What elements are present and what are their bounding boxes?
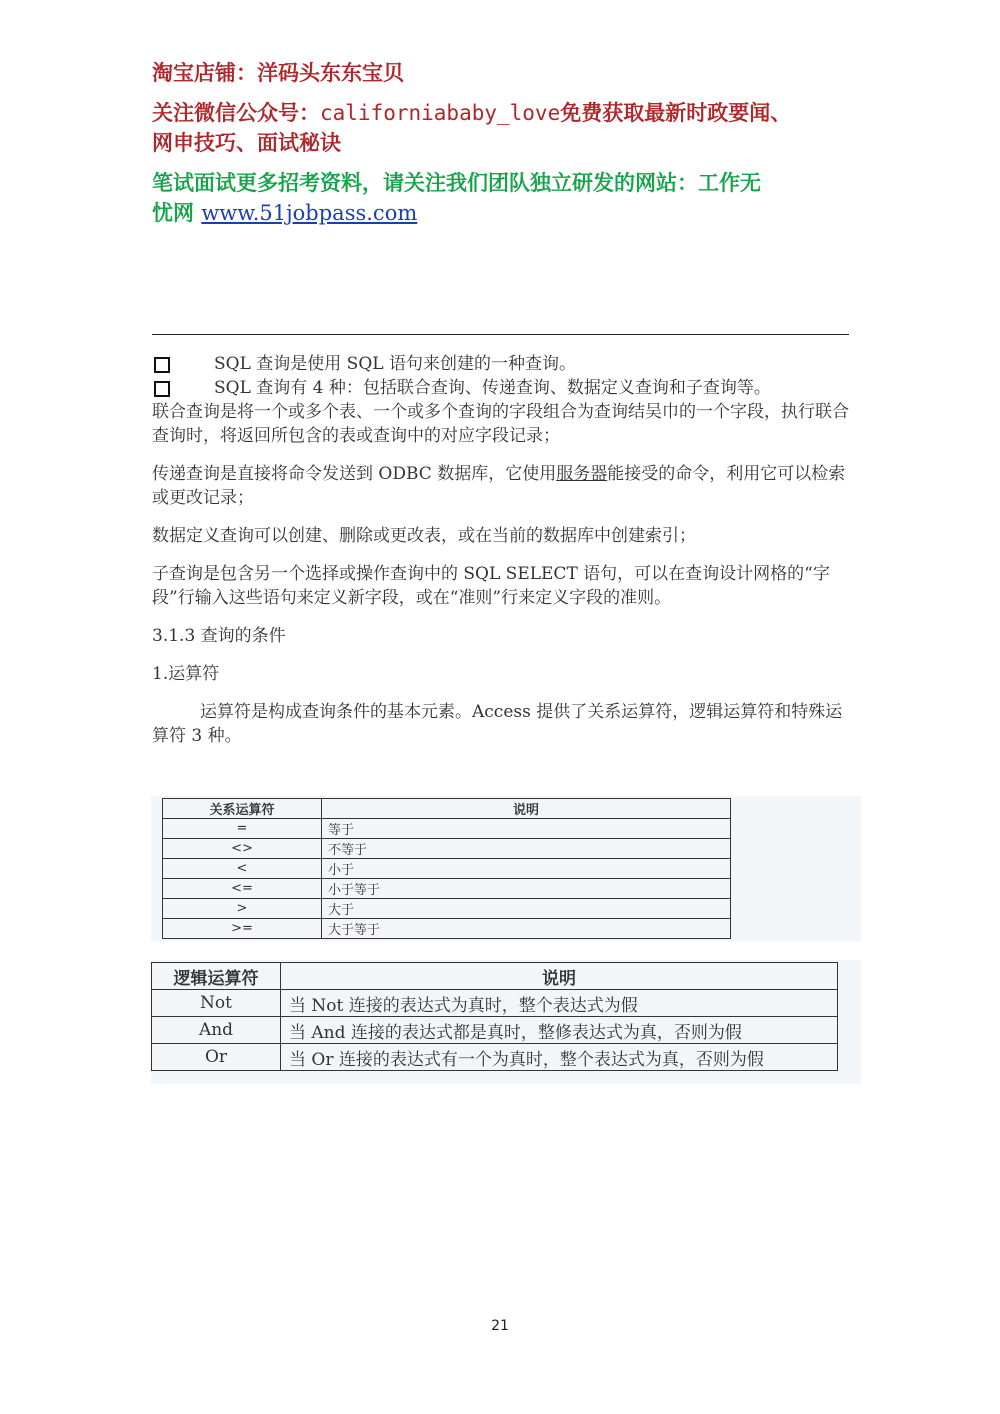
table-row [152,1044,838,1071]
description-cell: 小于 [322,859,731,879]
operator-cell: < [163,859,322,879]
wechat-account: californiababy_love [320,101,561,125]
operator-cell: Or [152,1044,281,1071]
pass-text-a: 传递查询是直接将命令发送到 ODBC 数据库，它使用 [152,464,557,484]
table-row [152,990,838,1017]
table-row [163,879,731,899]
description-cell: 当 Not 连接的表达式为真时，整个表达式为假 [281,990,838,1017]
description-cell: 大于等于 [322,919,731,939]
operator-cell: >= [163,919,322,939]
description-cell: 等于 [322,819,731,839]
description-cell: 大于 [322,899,731,919]
paragraph-pass-through-query [152,462,852,510]
relational-operators-table [162,798,731,939]
wechat-prefix: 关注微信公众号： [152,101,320,125]
operator-cell: <> [163,839,322,859]
table-row [163,919,731,939]
table-row [163,899,731,919]
square-bullet-icon [154,381,170,397]
description-cell: 小于等于 [322,879,731,899]
logical-operators-figure [151,960,861,1084]
server-link[interactable]: 服务器 [556,464,608,484]
shop-line: 淘宝店铺：洋码头东东宝贝 [152,61,404,85]
operator-cell: > [163,899,322,919]
operator-cell: <= [163,879,322,899]
bullet-item [152,376,852,400]
table-row [163,819,731,839]
paragraph-operators: 运算符是构成查询条件的基本元素。Access 提供了关系运算符，逻辑运算符和特殊运算符 3 种。 [152,702,843,746]
bullet-text: SQL 查询有 4 种：包括联合查询、传递查询、数据定义查询和子查询等。 [214,378,771,398]
operator-cell: = [163,819,322,839]
table-header-row [152,963,838,990]
operator-cell: Not [152,990,281,1017]
wechat-suffix: 免费获取最新时政要闻、 [560,101,792,125]
pass-text-b: 能接受的命令，利用它可以检索或更改记录； [152,464,846,508]
wechat-line [152,98,852,128]
document-body [152,352,852,748]
table-header-row [163,799,731,819]
subheading-operators: 1.运算符 [152,664,220,684]
logical-operators-table [151,962,838,1071]
page-number: 21 [491,1318,509,1334]
bullet-text: SQL 查询是使用 SQL 语句来创建的一种查询。 [214,354,576,374]
column-header: 关系运算符 [163,799,322,819]
table-row [152,1017,838,1044]
horizontal-divider [152,334,849,335]
column-header: 逻辑运算符 [152,963,281,990]
website-label: 忧网 [152,201,194,225]
column-header: 说明 [322,799,731,819]
bullet-item [152,352,852,376]
square-bullet-icon [154,357,170,373]
website-link[interactable]: www.51jobpass.com [201,201,418,225]
description-cell: 当 And 连接的表达式都是真时，整修表达式为真，否则为假 [281,1017,838,1044]
paragraph-subquery: 子查询是包含另一个选择或操作查询中的 SQL SELECT 语句，可以在查询设计网格的“字段”行输入这些语句来定义新字段，或在“准则”行来定义字段的准则。 [152,564,830,608]
column-header: 说明 [281,963,838,990]
paragraph-union-query: 联合查询是将一个或多个表、一个或多个查询的字段组合为查询结吴巾的一个字段，执行联合查询时，将返回所包含的表或查询中的对应字段记录； [152,402,849,446]
operator-cell: And [152,1017,281,1044]
section-heading: 3.1.3 查询的条件 [152,626,286,646]
description-cell: 不等于 [322,839,731,859]
relational-operators-figure [151,796,861,941]
website-line-cont [152,198,852,228]
table-row [163,859,731,879]
table-row [163,839,731,859]
wechat-line-cont: 网申技巧、面试秘诀 [152,131,341,155]
website-line: 笔试面试更多招考资料，请关注我们团队独立研发的网站：工作无 [152,171,761,195]
promo-header [152,58,852,238]
description-cell: 当 Or 连接的表达式有一个为真时，整个表达式为真，否则为假 [281,1044,838,1071]
paragraph-ddl-query: 数据定义查询可以创建、删除或更改表，或在当前的数据库中创建索引； [152,526,696,546]
